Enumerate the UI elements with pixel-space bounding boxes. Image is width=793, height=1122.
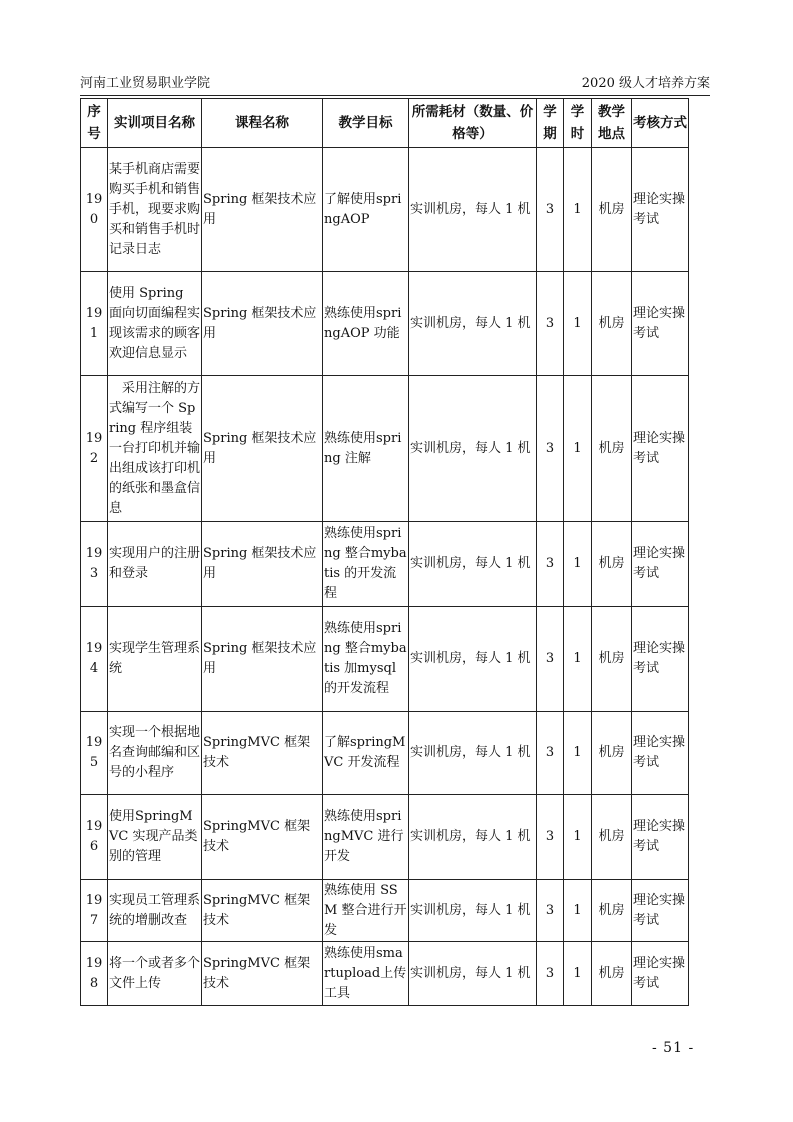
row-place: 机房: [592, 942, 632, 1006]
row-term: 3: [537, 942, 564, 1006]
row-exam: 理论实操考试: [632, 712, 689, 795]
row-goal: 熟练使用spring 整合mybatis 加mysql 的开发流程: [323, 607, 409, 712]
table-row: [81, 942, 689, 1006]
row-goal: 熟练使用spring 注解: [323, 376, 409, 522]
row-course: SpringMVC 框架技术: [202, 880, 323, 942]
table-row: [81, 272, 689, 376]
row-term: 3: [537, 148, 564, 272]
row-course: Spring 框架技术应用: [202, 272, 323, 376]
row-course: SpringMVC 框架技术: [202, 942, 323, 1006]
table-row: [81, 522, 689, 607]
row-materials: 实训机房，每人 1 机: [409, 376, 537, 522]
header-exam: 考核方式: [632, 99, 689, 148]
row-goal: 熟练使用springAOP 功能: [323, 272, 409, 376]
row-hours: 1: [564, 795, 592, 880]
row-project: 将一个或者多个文件上传: [108, 942, 202, 1006]
row-exam: 理论实操考试: [632, 880, 689, 942]
row-exam: 理论实操考试: [632, 795, 689, 880]
row-hours: 1: [564, 376, 592, 522]
row-seq: 195: [81, 712, 108, 795]
row-place: 机房: [592, 607, 632, 712]
table-row: [81, 607, 689, 712]
row-seq: 190: [81, 148, 108, 272]
row-project: 使用SpringMVC 实现产品类别的管理: [108, 795, 202, 880]
row-seq: 198: [81, 942, 108, 1006]
row-exam: 理论实操考试: [632, 522, 689, 607]
row-course: SpringMVC 框架技术: [202, 795, 323, 880]
row-project: 实现学生管理系统: [108, 607, 202, 712]
row-seq: 192: [81, 376, 108, 522]
row-exam: 理论实操考试: [632, 607, 689, 712]
table-row: [81, 712, 689, 795]
row-seq: 197: [81, 880, 108, 942]
row-hours: 1: [564, 522, 592, 607]
header-course: 课程名称: [202, 99, 323, 148]
training-projects-table: [80, 98, 689, 1006]
table-row: [81, 880, 689, 942]
row-goal: 了解使用springAOP: [323, 148, 409, 272]
row-hours: 1: [564, 880, 592, 942]
row-course: SpringMVC 框架技术: [202, 712, 323, 795]
row-materials: 实训机房，每人 1 机: [409, 607, 537, 712]
row-place: 机房: [592, 376, 632, 522]
header-project: 实训项目名称: [108, 99, 202, 148]
row-materials: 实训机房，每人 1 机: [409, 522, 537, 607]
row-goal: 熟练使用 SSM 整合进行开发: [323, 880, 409, 942]
header-hours: 学时: [564, 99, 592, 148]
row-exam: 理论实操考试: [632, 148, 689, 272]
row-goal: 熟练使用spring 整合mybatis 的开发流程: [323, 522, 409, 607]
row-seq: 191: [81, 272, 108, 376]
page-number: - 51 -: [652, 1040, 695, 1056]
row-place: 机房: [592, 712, 632, 795]
row-term: 3: [537, 795, 564, 880]
row-place: 机房: [592, 272, 632, 376]
row-project: 实现一个根据地名查询邮编和区号的小程序: [108, 712, 202, 795]
row-seq: 194: [81, 607, 108, 712]
row-term: 3: [537, 376, 564, 522]
row-materials: 实训机房，每人 1 机: [409, 272, 537, 376]
row-materials: 实训机房，每人 1 机: [409, 942, 537, 1006]
table-row: [81, 795, 689, 880]
row-place: 机房: [592, 795, 632, 880]
row-course: Spring 框架技术应用: [202, 522, 323, 607]
header-rule: [80, 95, 710, 96]
row-materials: 实训机房，每人 1 机: [409, 148, 537, 272]
plan-title: 2020 级人才培养方案: [581, 76, 710, 91]
row-hours: 1: [564, 148, 592, 272]
row-term: 3: [537, 712, 564, 795]
row-seq: 196: [81, 795, 108, 880]
header-seq: 序号: [81, 99, 108, 148]
row-hours: 1: [564, 272, 592, 376]
row-project: 某手机商店需要购买手机和销售手机，现要求购买和销售手机时记录日志: [108, 148, 202, 272]
header-goal: 教学目标: [323, 99, 409, 148]
row-course: Spring 框架技术应用: [202, 148, 323, 272]
page-header: [80, 74, 710, 94]
header-materials: 所需耗材（数量、价格等）: [409, 99, 537, 148]
header-place: 教学地点: [592, 99, 632, 148]
row-course: Spring 框架技术应用: [202, 376, 323, 522]
row-goal: 了解springMVC 开发流程: [323, 712, 409, 795]
row-hours: 1: [564, 942, 592, 1006]
table-header-row: [81, 99, 689, 148]
row-place: 机房: [592, 880, 632, 942]
row-term: 3: [537, 607, 564, 712]
row-term: 3: [537, 522, 564, 607]
row-project: 采用注解的方式编写一个 Spring 程序组装一台打印机并输出组成该打印机的纸张和墨盒信息: [108, 376, 202, 522]
row-goal: 熟练使用springMVC 进行开发: [323, 795, 409, 880]
row-hours: 1: [564, 607, 592, 712]
row-project: 使用 Spring 面向切面编程实现该需求的顾客欢迎信息显示: [108, 272, 202, 376]
table-row: [81, 148, 689, 272]
row-course: Spring 框架技术应用: [202, 607, 323, 712]
row-goal: 熟练使用smartupload上传工具: [323, 942, 409, 1006]
row-exam: 理论实操考试: [632, 272, 689, 376]
row-place: 机房: [592, 522, 632, 607]
row-term: 3: [537, 272, 564, 376]
row-project: 实现用户的注册和登录: [108, 522, 202, 607]
row-seq: 193: [81, 522, 108, 607]
row-place: 机房: [592, 148, 632, 272]
row-hours: 1: [564, 712, 592, 795]
institution-name: 河南工业贸易职业学院: [80, 76, 211, 91]
row-exam: 理论实操考试: [632, 942, 689, 1006]
row-term: 3: [537, 880, 564, 942]
row-materials: 实训机房，每人 1 机: [409, 880, 537, 942]
row-materials: 实训机房，每人 1 机: [409, 795, 537, 880]
table-row: [81, 376, 689, 522]
row-materials: 实训机房，每人 1 机: [409, 712, 537, 795]
row-exam: 理论实操考试: [632, 376, 689, 522]
row-project: 实现员工管理系统的增删改查: [108, 880, 202, 942]
header-term: 学期: [537, 99, 564, 148]
